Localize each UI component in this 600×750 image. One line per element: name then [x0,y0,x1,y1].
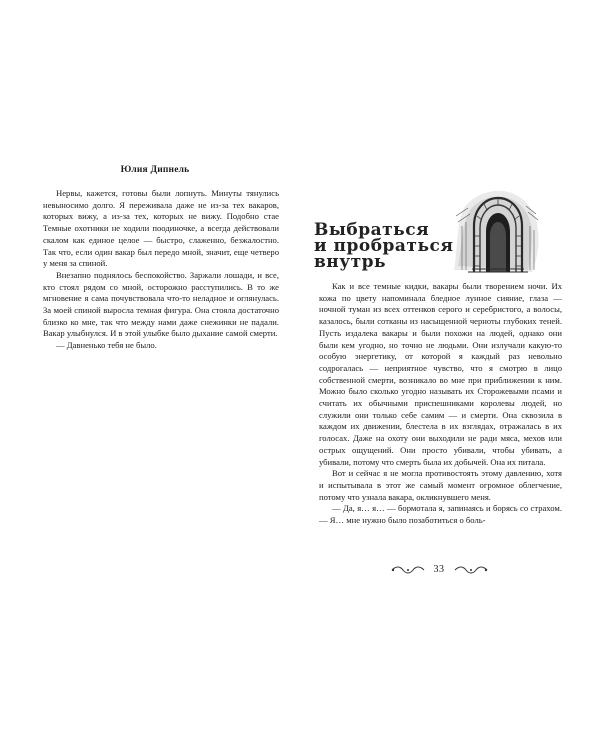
right-body-text [319,281,562,527]
right-flourish-icon [453,565,489,575]
paragraph: Как и все темные кидки, вакары были творением ночи. Их кожа по цвету напоминала бледное лунное сияние, глаза — ночной туман из всех оттенков серого и серебристого, а волосы, казалось, были сотканы из насыщенной черноты глубоких теней. Пусть издалека вакары и были похожи на людей, однако они были кем угодно, но точно не людьми. Они излучали какую-то особую энергетику, от которой я каждый раз невольно содрогалась — неприятное чувство, что я смотрю в лицо собственной смерти, возникало во мне при приближении к ним. Можно было сколько угодно называть их Сторожевыми псами и считать их обычными приспешниками королевы людей, но служили они только себе самим — и смерти. Она сквозила в каждом их движении, блестела в их взглядах, отражалась в их голосах. Даже на охоту они выходили не ради мяса, мехов или острых ощущений. Они просто убивали, чтобы убивать, а убивали, потому что смерть была их добычей. Она их питала. [319,281,562,467]
left-flourish-icon [390,565,426,575]
paragraph: Вот и сейчас я не могла противостоять этому давлению, хотя и испытывала в этот же самый момент огромное облегчение, потому что узнала вакара, окликнувшего меня. [319,468,562,502]
gothic-arch-illustration [448,186,544,276]
page-footer [314,564,564,575]
page-number: 33 [433,564,445,575]
paragraph: Нервы, кажется, готовы были лопнуть. Минуты тянулись невыносимо долго. Я переживала даже не из-за тех вакаров, которых вижу, а из-за тех, которых не вижу. Подобно стае Темные охотники не ходили поодиночке, а всегда действовали скалом как единое целое — быстро, слаженно, безжалостно. Так что, если один вакар был передо мной, значит, еще четверо у меня за спиной. [43,188,279,269]
chapter-title-line: и пробраться [314,236,454,256]
chapter-title-line: внутрь [314,252,387,272]
left-page [0,0,292,750]
paragraph: Внезапно поднялось беспокойство. Заржали лошади, и все, кто стоял рядом со мной, осторожно расступились. В то же мгновение я сама почувствовала что-то неладное и оглянулась. За моей спиной выросла темная фигура. Она стояла достаточно близко ко мне, так что между нами даже снежинки не падали. Вакар улыбнулся. И в этой улыбке было дыхание самой смерти. [43,269,279,339]
paragraph: — Да, я… я… — бормотала я, запинаясь и борясь со страхом. — Я… мне нужно было позаботиться о боль- [319,503,562,526]
running-head-author: Юлия Дипнель [120,165,190,175]
chapter-title [314,222,464,270]
chapter-title-line: Выбраться [314,220,430,240]
paragraph: — Давненько тебя не было. [56,340,157,351]
left-body-text [43,188,279,352]
right-page [300,0,600,750]
